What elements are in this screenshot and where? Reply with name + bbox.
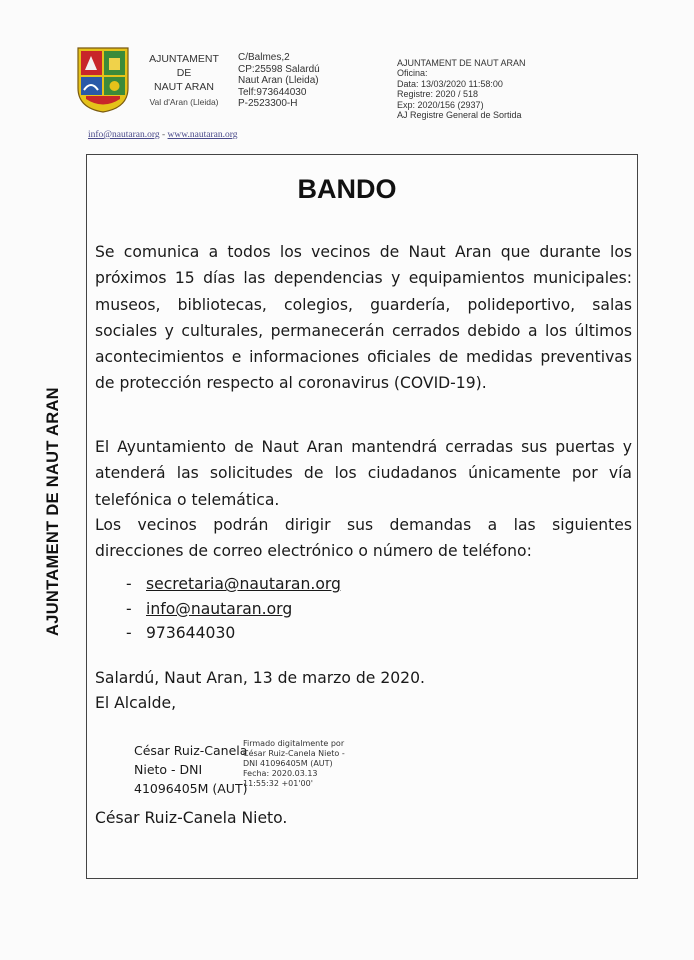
side-vertical-label: AJUNTAMENT DE NAUT ARAN [44, 387, 62, 636]
bullet-dash: - [126, 575, 132, 593]
place-date-block [95, 666, 425, 716]
registry-line: Oficina: [397, 68, 428, 79]
link-separator: - [159, 130, 168, 140]
registry-line: Registre: 2020 / 518 [397, 89, 479, 100]
address-line: Telf:973644030 [238, 86, 307, 98]
text-line: museos, bibliotecas, colegios, guardería, polideportivo, salas [95, 295, 632, 314]
digital-signature-certificate [243, 739, 345, 789]
address-line: P-2523300-H [238, 98, 298, 110]
phone-number: 973644030 [146, 624, 236, 643]
text-line: de protección respecto al coronavirus (COVID-19). [95, 374, 487, 393]
website-link[interactable]: www.nautaran.org [167, 130, 238, 140]
digital-signature-name [134, 741, 247, 798]
address-line: C/Balmes,2 [238, 52, 290, 63]
org-line: DE [176, 67, 192, 79]
paragraph-announcement [95, 239, 632, 397]
email-info-link[interactable]: info@nautaran.org [146, 599, 293, 618]
email-link[interactable]: info@nautaran.org [88, 130, 160, 140]
contact-list [126, 572, 341, 646]
registry-stamp [397, 58, 526, 120]
closing-name: César Ruiz-Canela Nieto. [95, 809, 288, 827]
org-line: AJUNTAMENT [149, 53, 219, 65]
registry-line: AJ Registre General de Sortida [397, 110, 522, 121]
paragraph-closure [95, 434, 632, 513]
text-line: Se comunica a todos los vecinos de Naut Aran que durante los [95, 243, 632, 261]
email-secretaria-link[interactable]: secretaria@nautaran.org [146, 575, 341, 593]
org-line: NAUT ARAN [154, 81, 214, 93]
text-line: acontecimientos e informaciones oficiales de medidas preventivas [95, 348, 632, 367]
paragraph-contact-intro [95, 512, 632, 565]
address-line: Naut Aran (Lleida) [238, 75, 319, 87]
signature-line: Nieto - DNI [134, 762, 203, 777]
notice-title: BANDO [297, 174, 397, 204]
registry-line: Data: 13/03/2020 11:58:00 [397, 78, 503, 89]
address-line: CP:25598 Salardú [238, 63, 320, 75]
bullet-dash: - [126, 599, 132, 618]
contact-item [126, 572, 341, 597]
bullet-dash: - [126, 624, 132, 643]
cert-line: César Ruiz-Canela Nieto - [243, 749, 345, 758]
header-address [238, 52, 320, 110]
contact-item [126, 621, 341, 646]
text-line: atenderá las solicitudes de los ciudadanos únicamente por vía [95, 464, 632, 483]
text-line: El Ayuntamiento de Naut Aran mantendrá cerradas sus puertas y [95, 438, 632, 456]
text-line: sociales y culturales, permanecerán cerrados debido a los últimos [95, 321, 632, 340]
text-line: Los vecinos podrán dirigir sus demandas a las siguientes [95, 516, 632, 534]
signature-line: 41096405M (AUT) [134, 781, 248, 796]
municipal-crest-logo [76, 44, 130, 114]
header-organization [140, 52, 228, 109]
cert-line: Fecha: 2020.03.13 [243, 769, 318, 778]
contact-item [126, 597, 341, 622]
text-line: direcciones de correo electrónico o número de teléfono: [95, 542, 532, 561]
text-line: telefónica o telemática. [95, 490, 280, 509]
registry-line: AJUNTAMENT DE NAUT ARAN [397, 58, 526, 68]
cert-line: DNI 41096405M (AUT) [243, 759, 333, 768]
header-links [88, 130, 237, 140]
org-subtitle: Val d'Aran (Lleida) [149, 97, 219, 107]
cert-line: Firmado digitalmente por [243, 739, 345, 748]
signature-line: César Ruiz-Canela [134, 743, 248, 758]
text-line: próximos 15 días las dependencias y equipamientos municipales: [95, 269, 632, 288]
signer-role: El Alcalde, [95, 694, 177, 712]
cert-line: 11:55:32 +01'00' [243, 779, 313, 788]
place-date: Salardú, Naut Aran, 13 de marzo de 2020. [95, 669, 425, 687]
registry-line: Exp: 2020/156 (2937) [397, 99, 484, 110]
